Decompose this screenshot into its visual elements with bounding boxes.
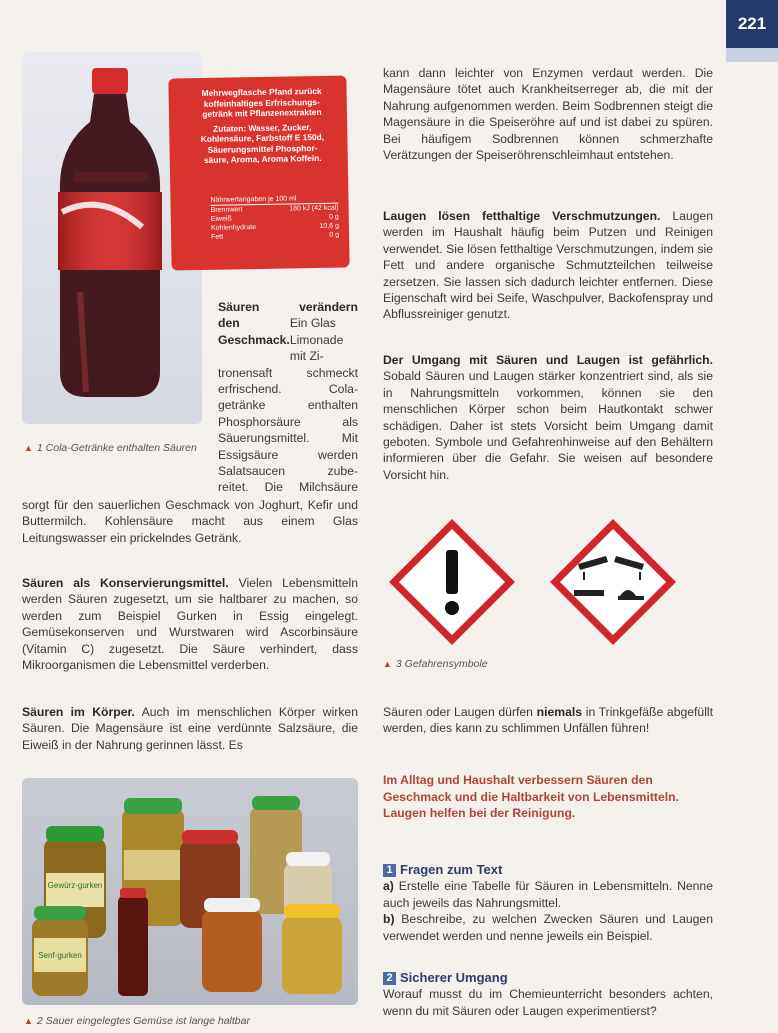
intro-rest: sorgt für den sauerlichen Geschmack von Joghurt, Kefir und Buttermilch. Kohlensäure macht aus einem Glas Leitungswasser ein prickelndes Getränk. [22,498,358,545]
danger-section: Der Umgang mit Säuren und Laugen ist gefährlich. Sobald Säuren und Laugen stärker konzentriert sind, als sie in Nahrungsmitteln vorkommen, können sie den menschlichen Körper schon beim Hautkontakt schwer schädigen. Daher ist stets Vorsicht beim Umgang damit geboten. Symbole und Gefahrenhinweise auf den Behältern informieren über die Gefahr. Sie weisen auf besondere Vorsicht hin. [383,353,713,482]
right-top-paragraph: kann dann leichter von Enzymen verdaut werden. Die Magensäure tötet auch Krankheitserreger ab, die mit der Nahrung aufgenommen werden. Beim Sodbrennen steigt die Magensäure in die Speiseröhre auf und ist dabei zu spüren. Bei häufigem Sodbrennen können schmerzhafte Verätzungen der Speiseröhrenschleimhaut entstehen. [383,66,713,163]
jar-9 [282,904,342,994]
jar-7 [118,888,148,996]
jar-label-1: Gewürz-gurken [47,881,103,890]
figure-1-caption: ▲ 1 Cola-Getränke enthalten Säuren [24,442,197,454]
corrosive-hazard-icon [555,524,671,640]
nutrition-table: Nährwertangaben je 100 ml Brennwert 180 kJ (42 kcal) Eiweiß 0 g Kohlenhydrate 10,6 g Fett 0 g [210,195,340,241]
triangle-icon: ▲ [383,659,392,669]
task-2: 2 Sicherer Umgang Worauf musst du im Chemieunterricht besonders achten, wenn du mit Säuren oder Laugen experimentierst? [383,970,713,1018]
figure-3-caption: ▲ 3 Gefahrensymbole [383,658,488,670]
jar-label-2: Senf-gurken [38,951,82,960]
triangle-icon: ▲ [24,443,33,453]
page-number-bar [726,48,778,62]
intro-narrow: Säuren verändern den Geschmack. Ein Glas Limonade mit Zi- tronensaft schmeckt erfrischend. Cola- getränke enthalten Phosphorsäure als Säuerungsmittel. Mit Essigsäure werden Salatsaucen zube- reitet. Die Milchsäure [218,300,358,495]
task-1-number: 1 [383,864,396,877]
pickled-vegetables-photo [22,778,358,1005]
intro-heading: Säuren verändern [218,300,358,314]
conservation-section: Säuren als Konservierungsmittel. Vielen Lebensmitteln werden Säuren zugesetzt, um sie haltbarer zu machen, so werden zum Beispiel Gurken in Essig eingelegt. Gemüsekonserven und Wurstwaren wird Ascorbinsäure (Vitamin C) zugesetzt. Die Säure verhindert, dass Mikroorganismen die Lebensmittel verderben. [22,576,358,673]
jar-8 [202,898,262,992]
exclamation-hazard-icon [394,524,510,640]
never-warning: Säuren oder Laugen dürfen niemals in Trinkgefäße abgefüllt werden, dies kann zu schlimmen Unfällen führen! [383,705,714,736]
task-1: 1 Fragen zum Text a) Erstelle eine Tabelle für Säuren in Lebensmitteln. Nenne auch jeweils das Nahrungsmittel. b) Beschreibe, zu welchen Zwecken Säuren und Laugen verwendet werden und nenne jeweils ein Beispiel. [383,862,713,943]
figure-2-caption: ▲ 2 Sauer eingelegtes Gemüse ist lange haltbar [24,1015,250,1027]
cola-ingredients-label: Mehrwegflasche Pfand zurück koffeinhaltiges Erfrischungs- getränk mit Pflanzenextrakten Zutaten: Wasser, Zucker, Kohlensäure, Farbstoff E 150d, Säuerungsmittel Phosphor- säure, Aroma, Aroma Koffein. Nährwertangaben je 100 ml Brennwert 180 kJ (42 kcal) Eiweiß 0 g Kohlenhydrate 10,6 g Fett 0 g [168,75,349,270]
page-number: 221 [726,0,778,48]
task-2-number: 2 [383,972,396,985]
hazard-symbols [388,518,688,646]
body-acids-section: Säuren im Körper. Auch im menschlichen Körper wirken Säuren. Die Magensäure ist eine verdünnte Salzsäure, die Eiweiß in der Nahrung gerinnen lässt. Es [22,705,358,752]
triangle-icon: ▲ [24,1016,33,1026]
summary-box: Im Alltag und Haushalt verbessern Säuren den Geschmack und die Haltbarkeit von Lebensmitteln. Laugen helfen bei der Reinigung. [383,773,679,820]
lye-section: Laugen lösen fetthaltige Verschmutzungen. Laugen werden im Haushalt häufig beim Putzen und Reinigen verwendet. Sie lösen fetthaltige Verschmutzungen, indem sie Fett und andere organische Schmutzteilchen teilweise zersetzen. Sie lassen sich dadurch leichter entfernen. Diese Eigenschaft wird bei Seife, Waschpulver, Backofenspray und Abflussreiniger genutzt. [383,209,713,322]
